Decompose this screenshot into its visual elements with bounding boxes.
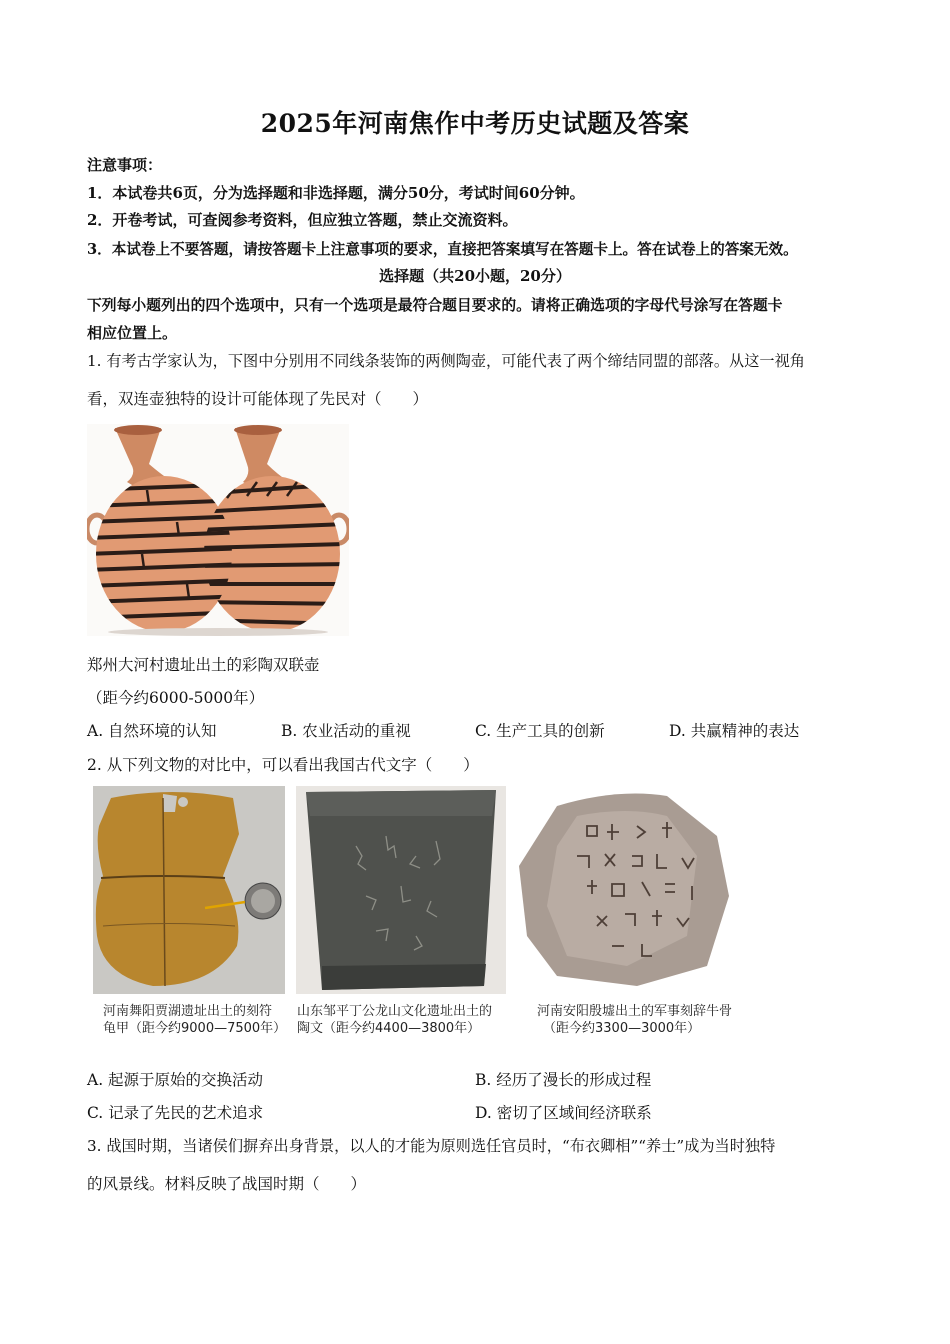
q2-caption-1 — [103, 1003, 286, 1037]
note-item-3: 3．本试卷上不要答题，请按答题卡上注意事项的要求，直接把答案填写在答题卡上。答在试卷上的答案无效。 — [87, 241, 798, 258]
q2-option-d[interactable]: D. 密切了区域间经济联系 — [475, 1104, 652, 1122]
q1-image-date: （距今约6000-5000年） — [87, 689, 265, 707]
double-jar-pottery-image — [87, 424, 349, 636]
q2-caption-1-line2: 龟甲（距今约9000—7500年） — [103, 1021, 287, 1036]
document-title: 2025年河南焦作中考历史试题及答案 — [260, 109, 690, 138]
q1-option-d[interactable]: D. 共赢精神的表达 — [669, 722, 800, 740]
q2-caption-3-line1: 河南安阳殷墟出土的军事刻辞牛骨 — [537, 1004, 733, 1019]
q3-stem-line1: 3. 战国时期，当诸侯们摒弃出身背景，以人的才能为原则选任官员时，“布衣卿相”“养士”成为当时独特 — [87, 1137, 776, 1155]
q2-caption-3 — [537, 1003, 732, 1037]
q1-option-b[interactable]: B. 农业活动的重视 — [281, 722, 411, 740]
note-item-1: 1．本试卷共6页，分为选择题和非选择题，满分50分，考试时间60分钟。 — [87, 184, 585, 202]
q3-stem-line2: 的风景线。材料反映了战国时期（ ） — [87, 1175, 367, 1193]
q2-option-a[interactable]: A. 起源于原始的交换活动 — [87, 1071, 264, 1089]
q2-option-b[interactable]: B. 经历了漫长的形成过程 — [475, 1071, 652, 1089]
q1-option-c[interactable]: C. 生产工具的创新 — [475, 722, 605, 740]
q2-caption-2 — [297, 1003, 492, 1037]
section-instruction-line2: 相应位置上。 — [87, 324, 178, 342]
q1-stem-line2: 看，双连壶独特的设计可能体现了先民对（ ） — [87, 390, 429, 408]
pottery-inscription-image — [296, 786, 506, 994]
q2-option-c[interactable]: C. 记录了先民的艺术追求 — [87, 1104, 264, 1122]
q2-stem: 2. 从下列文物的对比中，可以看出我国古代文字（ ） — [87, 756, 479, 774]
section-instruction-line1: 下列每小题列出的四个选项中，只有一个选项是最符合题目要求的。请将正确选项的字母代号涂写在答题卡 — [87, 297, 783, 314]
q2-caption-2-line1: 山东邹平丁公龙山文化遗址出土的 — [297, 1004, 493, 1019]
note-item-2: 2．开卷考试，可查阅参考资料，但应独立答题，禁止交流资料。 — [87, 211, 518, 229]
q2-caption-3-line2: （距今约3300—3000年） — [543, 1021, 701, 1036]
q1-option-a[interactable]: A. 自然环境的认知 — [87, 722, 217, 740]
oracle-bone-image — [517, 786, 733, 994]
notes-heading: 注意事项： — [87, 156, 163, 174]
section-title: 选择题（共20小题，20分） — [379, 267, 571, 285]
q2-caption-2-line2: 陶文（距今约4400—3800年） — [297, 1021, 481, 1036]
tortoise-shell-image — [93, 786, 285, 994]
q1-stem-line1: 1. 有考古学家认为，下图中分别用不同线条装饰的两侧陶壶，可能代表了两个缔结同盟的部落。从这一视角 — [87, 352, 805, 370]
q2-caption-1-line1: 河南舞阳贾湖遗址出土的刻符 — [103, 1004, 273, 1019]
q1-image-caption: 郑州大河村遗址出土的彩陶双联壶 — [87, 656, 320, 674]
